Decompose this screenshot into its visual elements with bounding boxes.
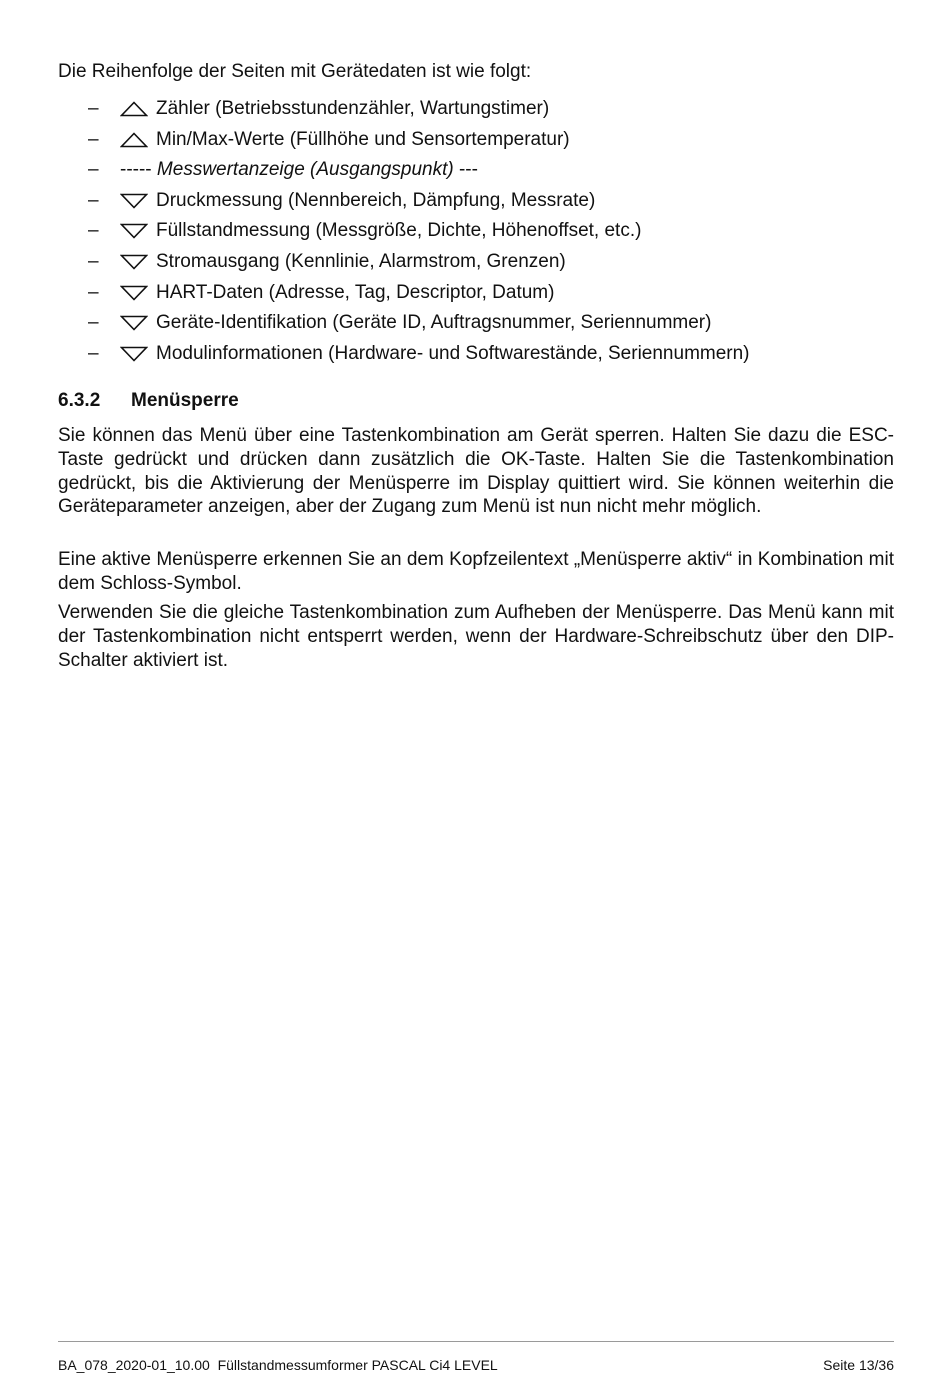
footer-divider — [58, 1341, 894, 1342]
triangle-down-outline-icon — [120, 193, 148, 209]
triangle-down-outline-icon — [120, 254, 148, 270]
list-item-text: Modulinformationen (Hardware- und Softwarestände, Seriennummern) — [156, 342, 750, 364]
list-item-text: Druckmessung (Nennbereich, Dämpfung, Messrate) — [156, 189, 596, 211]
section-title: Menüsperre — [131, 390, 239, 411]
list-item-text: Füllstandmessung (Messgröße, Dichte, Höhenoffset, etc.) — [156, 220, 642, 242]
list-dash: – — [88, 98, 99, 119]
triangle-up-outline-icon — [120, 132, 148, 148]
list-dash: – — [88, 128, 99, 150]
list-dash: – — [88, 250, 99, 272]
triangle-up-outline-icon — [120, 101, 148, 117]
list-dash: – — [88, 159, 99, 181]
list-dash: – — [88, 281, 99, 303]
paragraph: Verwenden Sie die gleiche Tastenkombination zum Aufheben der Menüsperre. Das Menü kann mit der Tastenkombination nicht entsperrt werden, wenn der Hardware-Schreibschutz über den DIP-Schalter aktiviert ist. — [58, 602, 894, 671]
list-item-suffix: --- — [453, 159, 478, 181]
section-number: 6.3.2 — [58, 390, 101, 411]
list-item-text — [120, 157, 478, 183]
list-dash: – — [88, 312, 99, 334]
document-page — [58, 0, 894, 1379]
list-item-text: Zähler (Betriebsstundenzähler, Wartungstimer) — [156, 98, 550, 119]
list-item-text: Min/Max-Werte (Füllhöhe und Sensortemperatur) — [156, 128, 570, 150]
triangle-down-outline-icon — [120, 223, 148, 239]
list-item-text: HART-Daten (Adresse, Tag, Descriptor, Datum) — [156, 281, 555, 303]
list-dash: – — [88, 220, 99, 242]
section-heading — [58, 388, 239, 414]
list-item-text: Stromausgang (Kennlinie, Alarmstrom, Grenzen) — [156, 250, 566, 272]
list-dash: – — [88, 189, 99, 211]
paragraph: Sie können das Menü über eine Tastenkombination am Gerät sperren. Halten Sie dazu die ESC-Taste gedrückt und drücken dann zusätzlich die OK-Taste. Halten Sie die Tastenkombination gedrückt, bis die Aktivierung der Menüsperre im Display quittiert wird. Sie können weiterhin die Geräteparameter anzeigen, aber der Zugang zum Menü ist nun nicht mehr möglich. — [58, 425, 894, 518]
list-item-prefix: ----- — [120, 159, 157, 181]
list-dash: – — [88, 342, 99, 364]
footer-document-id: BA_078_2020-01_10.00 Füllstandmessumformer PASCAL Ci4 LEVEL — [58, 1357, 498, 1373]
triangle-down-outline-icon — [120, 346, 148, 362]
list-item-text: Geräte-Identifikation (Geräte ID, Auftragsnummer, Seriennummer) — [156, 312, 712, 334]
list-item-italic: Messwertanzeige (Ausgangspunkt) — [156, 159, 454, 181]
paragraph: Eine aktive Menüsperre erkennen Sie an dem Kopfzeilentext „Menüsperre aktiv“ in Kombination mit dem Schloss-Symbol. — [58, 549, 894, 594]
footer-page-number: Seite 13/36 — [823, 1357, 894, 1373]
triangle-down-outline-icon — [120, 315, 148, 331]
intro-text: Die Reihenfolge der Seiten mit Gerätedaten ist wie folgt: — [58, 61, 532, 82]
triangle-down-outline-icon — [120, 285, 148, 301]
